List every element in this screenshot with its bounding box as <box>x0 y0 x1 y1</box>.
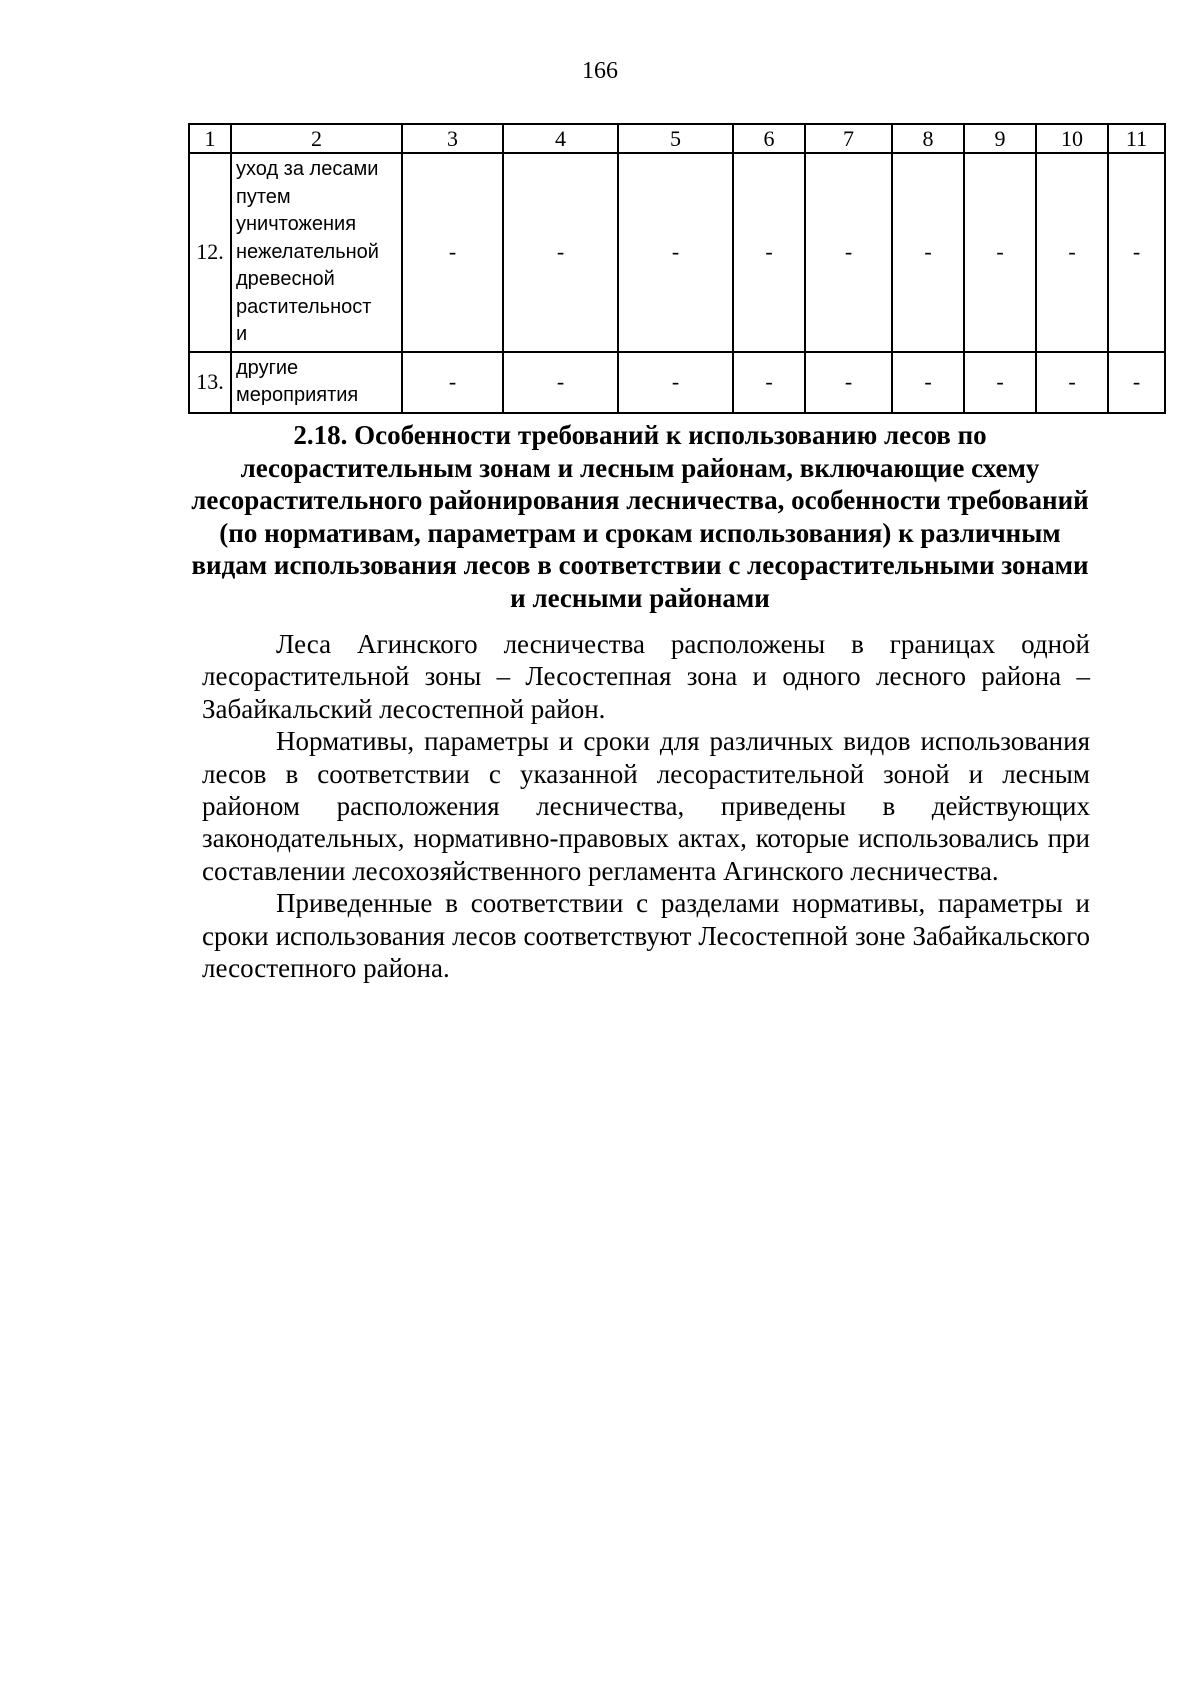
measure-name-line: древесной <box>236 268 335 290</box>
measure-name <box>231 153 402 352</box>
table-cell: - <box>805 153 892 352</box>
page-number: 166 <box>582 58 618 84</box>
table-cell: - <box>618 153 733 352</box>
heading-line: 2.18. Особенности требований к использованию лесов по <box>293 420 987 450</box>
measure-name-line: мероприятия <box>236 384 359 406</box>
measure-name-line: уход за лесами <box>236 158 379 180</box>
section-heading <box>160 419 1120 614</box>
table-cell: - <box>805 352 892 413</box>
column-number: 6 <box>733 124 805 153</box>
table-cell: - <box>1108 153 1165 352</box>
column-number: 10 <box>1036 124 1108 153</box>
table-cell: - <box>733 352 805 413</box>
table-row <box>189 352 1165 413</box>
table-cell: - <box>1036 153 1108 352</box>
table-cell: - <box>892 352 964 413</box>
table-cell: - <box>503 352 618 413</box>
paragraph: Приведенные в соответствии с разделами нормативы, параметры и сроки использования лесов соответствуют Лесостепной зоне Забайкальского лесостепного района. <box>202 888 1090 984</box>
column-number: 7 <box>805 124 892 153</box>
table-cell: - <box>892 153 964 352</box>
heading-line: лесорастительного районирования лесничества, особенности требований <box>191 485 1089 515</box>
table-cell: - <box>964 352 1036 413</box>
section-body <box>202 628 1090 984</box>
table-cell: - <box>964 153 1036 352</box>
heading-line: (по нормативам, параметрам и срокам использования) к различным <box>219 517 1061 548</box>
column-number: 2 <box>231 124 402 153</box>
table-row <box>189 153 1165 352</box>
column-number: 5 <box>618 124 733 153</box>
measure-name-line: нежелательной <box>236 240 379 263</box>
measure-name-line: растительност <box>236 295 372 318</box>
table-header-row <box>189 124 1165 153</box>
table-cell: - <box>733 153 805 352</box>
table-cell: - <box>503 153 618 352</box>
forest-measures-table <box>188 123 1166 414</box>
heading-line: и лесными районами <box>510 582 770 613</box>
row-number: 12. <box>189 153 231 352</box>
table-cell: - <box>402 352 503 413</box>
heading-line: лесорастительным зонам и лесным районам, включающие схему <box>240 452 1040 483</box>
column-number: 3 <box>402 124 503 153</box>
table-cell: - <box>402 153 503 352</box>
measure-name-line: уничтожения <box>236 213 357 235</box>
column-number: 11 <box>1108 124 1165 153</box>
measure-name-line: другие <box>236 356 299 379</box>
heading-line: видам использования лесов в соответствии с лесорастительными зонами <box>191 550 1089 580</box>
column-number: 8 <box>892 124 964 153</box>
table-cell: - <box>618 352 733 413</box>
measure-name-line: и <box>236 323 248 345</box>
row-number: 13. <box>189 352 231 413</box>
column-number: 4 <box>503 124 618 153</box>
measure-name <box>231 352 402 413</box>
paragraph: Леса Агинского лесничества расположены в границах одной лесорастительной зоны – Лесостепная зона и одного лесного района – Забайкальский лесостепной район. <box>202 629 1090 724</box>
table-cell: - <box>1108 352 1165 413</box>
paragraph: Нормативы, параметры и сроки для различных видов использования лесов в соответствии с указанной лесорастительной зоной и лесным районом расположения лесничества, приведены в действующих законодательных, нормативно-правовых актах, которые использовались при составлении лесохозяйственного регламента Агинского лесничества. <box>202 726 1090 886</box>
column-number: 1 <box>189 124 231 153</box>
column-number: 9 <box>964 124 1036 153</box>
measure-name-line: путем <box>236 185 291 208</box>
table-cell: - <box>1036 352 1108 413</box>
